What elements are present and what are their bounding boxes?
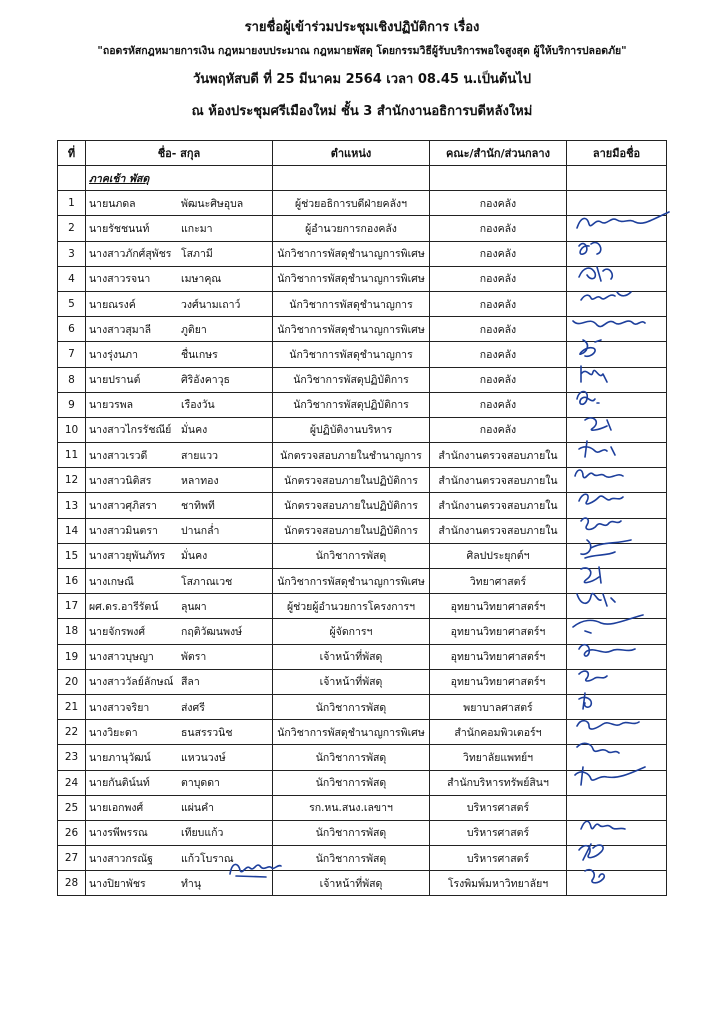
attendee-position: ผู้ปฏิบัติงานบริหาร [273, 417, 430, 442]
attendee-name [86, 468, 273, 493]
attendee-position: ผู้ช่วยผู้อำนวยการโครงการฯ [273, 594, 430, 619]
row-number: 28 [58, 871, 86, 896]
last-name: มั่นคง [181, 424, 208, 437]
row-number: 8 [58, 367, 86, 392]
attendee-name [86, 518, 273, 543]
handwritten-signature [571, 865, 607, 889]
handwritten-signature [571, 765, 647, 789]
handwritten-signature [571, 412, 615, 436]
last-name: สีลา [181, 676, 200, 689]
row-number: 20 [58, 669, 86, 694]
handwritten-signature [571, 462, 627, 486]
row-number: 17 [58, 594, 86, 619]
row-number: 11 [58, 443, 86, 468]
attendee-position: นักวิชาการพัสดุ [273, 694, 430, 719]
first-name: นายนภดล [89, 197, 136, 210]
row-number: 2 [58, 216, 86, 241]
attendee-name [86, 493, 273, 518]
last-name: ส่งศรี [181, 701, 205, 714]
last-name: ธนสรรวนิช [181, 726, 233, 739]
row-number: 5 [58, 291, 86, 316]
first-name: ผศ.ดร.อารีรัตน์ [89, 600, 159, 613]
first-name: นายจักรพงศ์ [89, 625, 146, 638]
handwritten-signature [571, 613, 647, 637]
row-number: 16 [58, 569, 86, 594]
attendee-name [86, 720, 273, 745]
attendee-dept: กองคลัง [430, 317, 567, 342]
attendee-position: นักวิชาการพัสดุชำนาญการ [273, 342, 430, 367]
attendee-name [86, 342, 273, 367]
row-number: 25 [58, 795, 86, 820]
attendee-name [86, 795, 273, 820]
attendee-position: เจ้าหน้าที่พัสดุ [273, 669, 430, 694]
row-number: 6 [58, 317, 86, 342]
attendee-dept: อุทยานวิทยาศาสตร์ฯ [430, 644, 567, 669]
row-number: 14 [58, 518, 86, 543]
document-subtitle: "ถอดรหัสกฎหมายการเงิน กฎหมายงบประมาณ กฎหมายพัสดุ โดยกรรมวิธีผู้รับบริการพอใจสูงสุด ผู้ให้บริการปลอดภัย" [97, 45, 627, 57]
signature-cell [567, 871, 667, 896]
last-name: สายแวว [181, 449, 219, 462]
attendance-table [57, 140, 667, 896]
attendee-name [86, 694, 273, 719]
first-name: นายกันติน์นท์ [89, 777, 150, 790]
last-name: ภูติยา [181, 323, 207, 336]
handwritten-signature [571, 362, 611, 386]
attendee-dept: วิทยาศาสตร์ [430, 569, 567, 594]
first-name: นางวิยะดา [89, 726, 138, 739]
attendee-dept: พยาบาลศาสตร์ [430, 694, 567, 719]
attendee-position: นักวิชาการพัสดุ [273, 846, 430, 871]
last-name: เมษาคุณ [181, 273, 222, 286]
attendee-position: นักวิชาการพัสดุชำนาญการพิเศษ [273, 720, 430, 745]
handwritten-signature [571, 336, 611, 360]
col-header-signature: ลายมือชื่อ [567, 141, 667, 166]
document-title: รายชื่อผู้เข้าร่วมประชุมเชิงปฏิบัติการ เรื่อง [244, 20, 480, 35]
first-name: นายณรงค์ [89, 298, 136, 311]
section-row [58, 166, 667, 191]
attendee-position: นักวิชาการพัสดุชำนาญการพิเศษ [273, 317, 430, 342]
first-name: นายภานุวัฒน์ [89, 751, 151, 764]
last-name: วงศ์นามเถาว์ [181, 298, 241, 311]
last-name: หลาทอง [181, 474, 219, 487]
handwritten-signature [571, 815, 627, 839]
last-name: แกะมา [181, 222, 213, 235]
handwritten-signature [571, 588, 619, 612]
handwritten-signature [571, 739, 621, 763]
handwritten-signature [571, 236, 619, 260]
row-number: 22 [58, 720, 86, 745]
handwritten-signature [571, 210, 671, 234]
row-number: 21 [58, 694, 86, 719]
attendee-dept: สำนักงานตรวจสอบภายใน [430, 443, 567, 468]
attendee-position: นักตรวจสอบภายในชำนาญการ [273, 443, 430, 468]
handwritten-signature [571, 689, 595, 713]
meeting-venue: ณ ห้องประชุมศรีเมืองใหม่ ชั้น 3 สำนักงานอธิการบดีหลังใหม่ [191, 104, 533, 119]
last-name: ศิริอังคาวุธ [181, 374, 230, 387]
attendee-name [86, 543, 273, 568]
attendee-position: นักวิชาการพัสดุชำนาญการพิเศษ [273, 241, 430, 266]
row-number: 24 [58, 770, 86, 795]
attendee-name [86, 241, 273, 266]
first-name: นางรพีพรรณ [89, 827, 148, 840]
attendee-dept: โรงพิมพ์มหาวิทยาลัยฯ [430, 871, 567, 896]
attendee-position: นักวิชาการพัสดุ [273, 745, 430, 770]
handwritten-note [226, 858, 284, 880]
handwritten-signature [571, 563, 607, 587]
row-number: 26 [58, 820, 86, 845]
first-name: นางรุ่งนภา [89, 348, 138, 361]
first-name: นายปรานต์ [89, 374, 141, 387]
attendee-name [86, 191, 273, 216]
row-number: 4 [58, 266, 86, 291]
attendee-position: นักวิชาการพัสดุชำนาญการพิเศษ [273, 266, 430, 291]
last-name: พัฒนะศิษอุบล [181, 197, 244, 210]
attendee-dept: บริหารศาสตร์ [430, 846, 567, 871]
row-number: 13 [58, 493, 86, 518]
handwritten-signature [571, 664, 611, 688]
row-number: 23 [58, 745, 86, 770]
first-name: นางสาวภักศ์สุพัชร [89, 248, 172, 261]
first-name: นางเกษณี [89, 575, 134, 588]
attendee-dept: อุทยานวิทยาศาสตร์ฯ [430, 669, 567, 694]
col-header-name: ชื่อ- สกุล [86, 141, 273, 166]
handwritten-signature [571, 437, 617, 461]
last-name: มั่นคง [181, 550, 208, 563]
last-name: แหวนวงษ์ [181, 751, 226, 764]
first-name: นางสาวมินตรา [89, 525, 158, 538]
row-number: 9 [58, 392, 86, 417]
attendee-name [86, 443, 273, 468]
first-name: นางสาวกรณัฐ [89, 852, 153, 865]
attendee-position: นักวิชาการพัสดุปฏิบัติการ [273, 367, 430, 392]
row-number: 7 [58, 342, 86, 367]
first-name: นางสาวจริยา [89, 701, 150, 714]
attendee-position: นักตรวจสอบภายในปฏิบัติการ [273, 518, 430, 543]
attendee-name [86, 417, 273, 442]
attendee-position: เจ้าหน้าที่พัสดุ [273, 871, 430, 896]
attendee-dept: อุทยานวิทยาศาสตร์ฯ [430, 594, 567, 619]
attendee-position: เจ้าหน้าที่พัสดุ [273, 644, 430, 669]
handwritten-signature [571, 840, 607, 864]
first-name: นางสาวบุษญา [89, 651, 154, 664]
row-number: 12 [58, 468, 86, 493]
last-name: แผ่นคำ [181, 802, 215, 815]
attendee-position: นักวิชาการพัสดุ [273, 770, 430, 795]
row-number: 3 [58, 241, 86, 266]
handwritten-signature [571, 487, 625, 511]
first-name: นางสาววัลย์ลักษณ์ [89, 676, 174, 689]
attendee-dept: กองคลัง [430, 291, 567, 316]
row-number: 19 [58, 644, 86, 669]
attendee-name [86, 770, 273, 795]
first-name: นางสาวเรวดี [89, 449, 148, 462]
attendee-name [86, 644, 273, 669]
handwritten-signature [571, 286, 635, 310]
last-name: ลุนผา [181, 600, 207, 613]
first-name: นายเอกพงศ์ [89, 802, 144, 815]
attendee-name [86, 669, 273, 694]
col-header-dept: คณะ/สำนัก/ส่วนกลาง [430, 141, 567, 166]
first-name: นางปิยาพัชร [89, 877, 146, 890]
attendee-dept: กองคลัง [430, 342, 567, 367]
attendee-position: นักวิชาการพัสดุปฏิบัติการ [273, 392, 430, 417]
attendee-dept: วิทยาลัยแพทย์ฯ [430, 745, 567, 770]
attendee-name [86, 569, 273, 594]
attendee-name [86, 291, 273, 316]
attendee-name [86, 317, 273, 342]
attendee-name [86, 367, 273, 392]
first-name: นางสาวศุภิสรา [89, 500, 157, 513]
attendee-position: นักวิชาการพัสดุ [273, 820, 430, 845]
attendee-position: รก.หน.สนง.เลขาฯ [273, 795, 430, 820]
last-name: โสภามี [181, 248, 213, 261]
attendee-dept: บริหารศาสตร์ [430, 795, 567, 820]
first-name: นางสาวไกรรัชณีย์ [89, 424, 172, 437]
table-row [58, 770, 667, 795]
attendee-dept: กองคลัง [430, 266, 567, 291]
last-name: ปานกล่ำ [181, 525, 220, 538]
attendee-name [86, 266, 273, 291]
first-name: นางสาวสุมาลี [89, 323, 152, 336]
first-name: นางสาวยุพันภัทร [89, 550, 166, 563]
last-name: ทำนุ [181, 877, 201, 890]
attendee-position: นักวิชาการพัสดุ [273, 543, 430, 568]
attendee-dept: กองคลัง [430, 216, 567, 241]
table-row [58, 871, 667, 896]
first-name: นางสาวนิติสร [89, 474, 152, 487]
attendee-dept: สำนักงานตรวจสอบภายใน [430, 493, 567, 518]
handwritten-signature [571, 387, 603, 411]
attendee-dept: กองคลัง [430, 367, 567, 392]
last-name: แก้วโบราณ [181, 852, 234, 865]
attendee-dept: สำนักบริหารทรัพย์สินฯ [430, 770, 567, 795]
col-header-no: ที่ [58, 141, 86, 166]
row-number: 27 [58, 846, 86, 871]
attendee-position: ผู้ช่วยอธิการบดีฝ่ายคลังฯ [273, 191, 430, 216]
handwritten-signature [571, 538, 635, 562]
signature-cell [567, 770, 667, 795]
attendee-dept: อุทยานวิทยาศาสตร์ฯ [430, 619, 567, 644]
handwritten-signature [571, 311, 647, 335]
attendee-position: นักตรวจสอบภายในปฏิบัติการ [273, 493, 430, 518]
row-number: 1 [58, 191, 86, 216]
attendee-dept: บริหารศาสตร์ [430, 820, 567, 845]
attendee-dept: กองคลัง [430, 191, 567, 216]
attendee-dept: กองคลัง [430, 241, 567, 266]
attendee-dept: กองคลัง [430, 392, 567, 417]
last-name: ตาบุดดา [181, 777, 220, 790]
attendee-name [86, 745, 273, 770]
col-header-position: ตำแหน่ง [273, 141, 430, 166]
attendee-position: ผู้จัดการฯ [273, 619, 430, 644]
attendee-position: นักวิชาการพัสดุชำนาญการพิเศษ [273, 569, 430, 594]
last-name: เรืองวัน [181, 399, 215, 412]
last-name: โสภาณเวช [181, 575, 233, 588]
attendee-name [86, 392, 273, 417]
attendee-dept: สำนักงานตรวจสอบภายใน [430, 518, 567, 543]
section-label: ภาคเช้า พัสดุ [86, 166, 273, 191]
row-number: 18 [58, 619, 86, 644]
first-name: นายวรพล [89, 399, 134, 412]
attendee-name [86, 594, 273, 619]
attendee-position: นักวิชาการพัสดุชำนาญการ [273, 291, 430, 316]
row-number: 10 [58, 417, 86, 442]
last-name: กฤติวัฒนพงษ์ [181, 625, 243, 638]
attendee-position: นักตรวจสอบภายในปฏิบัติการ [273, 468, 430, 493]
last-name: พัตรา [181, 651, 207, 664]
row-number: 15 [58, 543, 86, 568]
handwritten-signature [571, 513, 623, 537]
first-name: นางสาวรจนา [89, 273, 151, 286]
attendee-dept: สำนักงานตรวจสอบภายใน [430, 468, 567, 493]
attendee-dept: สำนักคอมพิวเตอร์ฯ [430, 720, 567, 745]
attendee-position: ผู้อำนวยการกองคลัง [273, 216, 430, 241]
handwritten-signature [571, 261, 619, 285]
first-name: นายรัชชนนท์ [89, 222, 150, 235]
last-name: เทียบแก้ว [181, 827, 224, 840]
attendee-dept: กองคลัง [430, 417, 567, 442]
attendee-name [86, 820, 273, 845]
last-name: ชื่นเกษร [181, 348, 218, 361]
last-name: ชาทิพที [181, 500, 215, 513]
attendee-name [86, 216, 273, 241]
handwritten-signature [571, 714, 641, 738]
table-header-row [58, 141, 667, 166]
handwritten-signature [571, 639, 637, 663]
attendee-name [86, 619, 273, 644]
attendee-dept: ศิลปประยุกต์ฯ [430, 543, 567, 568]
meeting-datetime: วันพฤหัสบดี ที่ 25 มีนาคม 2564 เวลา 08.45 น.เป็นต้นไป [192, 72, 532, 87]
